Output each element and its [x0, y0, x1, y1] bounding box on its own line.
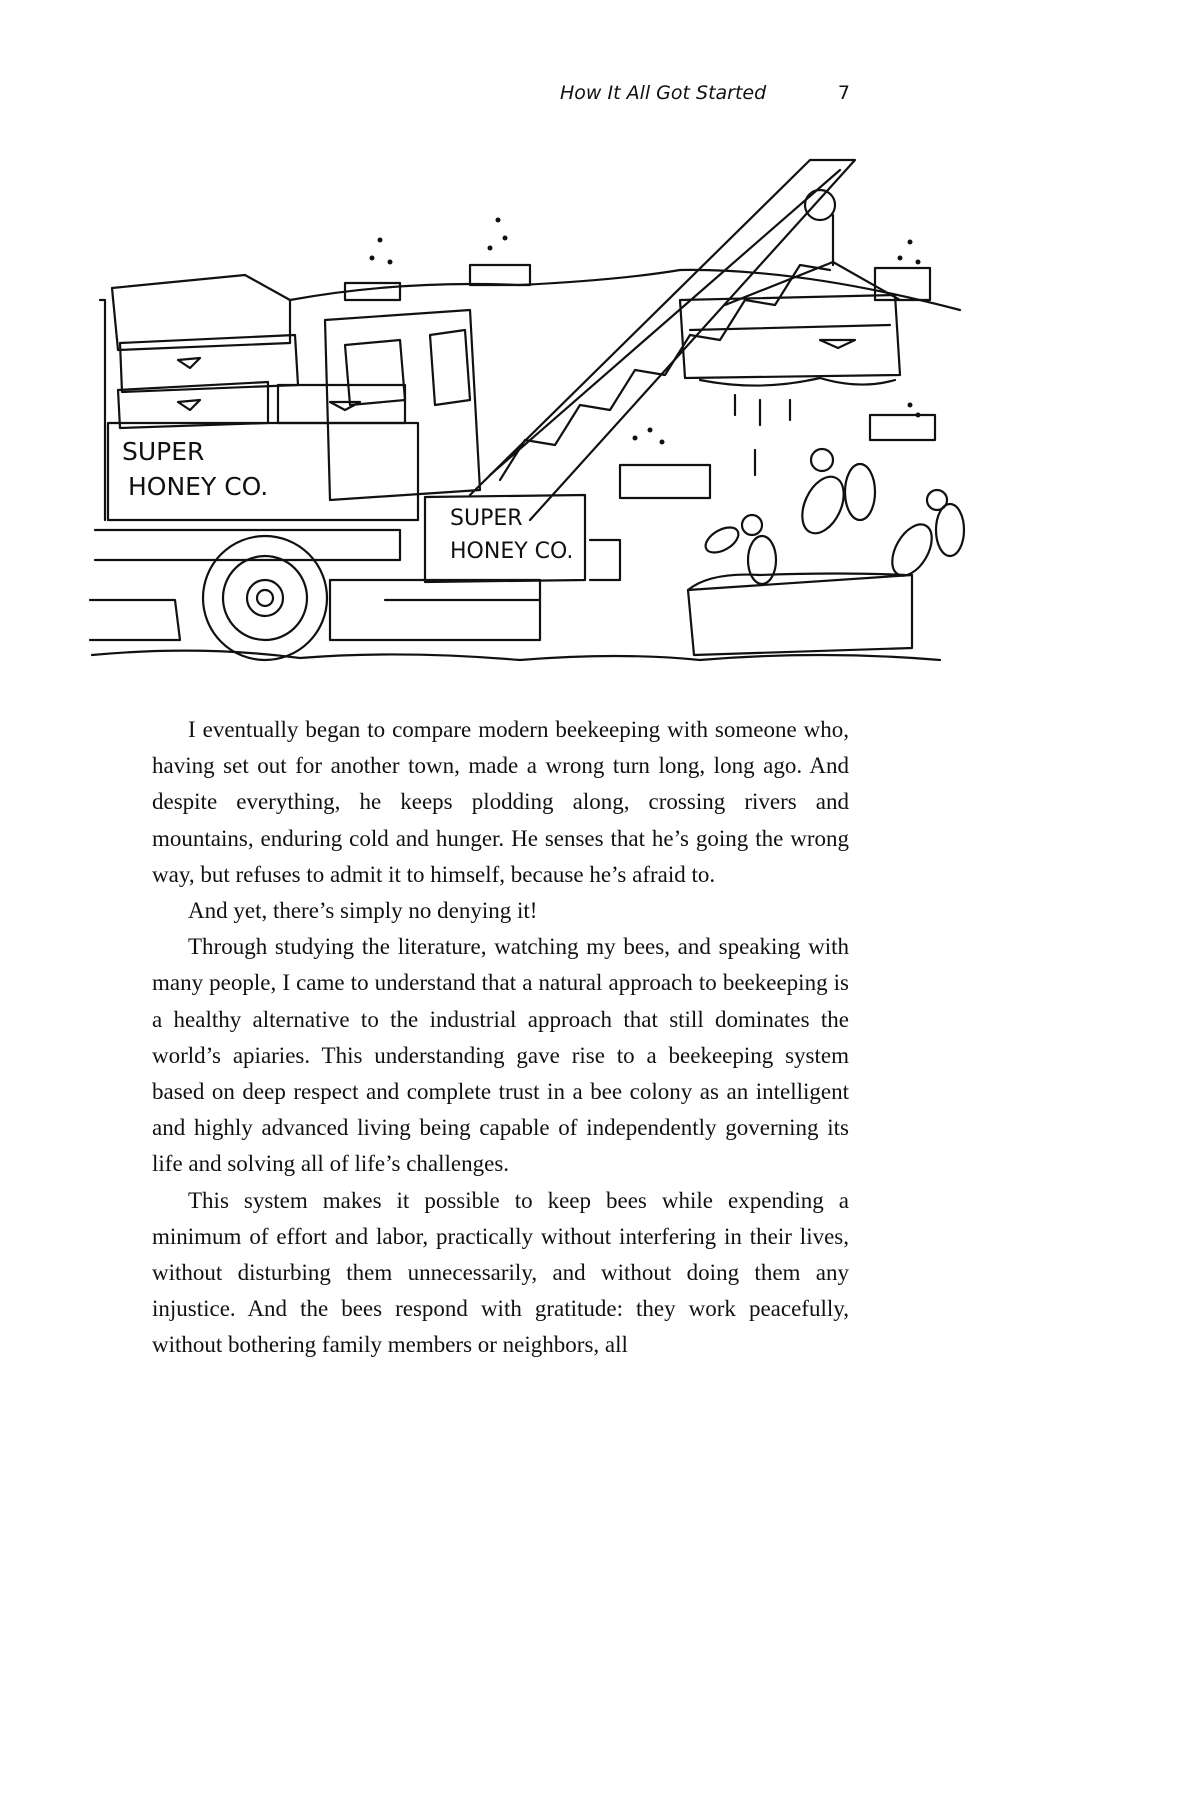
paragraph: Through studying the literature, watching my bees, and speaking with many people, I came to understand that a natural approach to beekeeping is a healthy alternative to the industrial approach that still dominates the world’s apiaries. This understanding gave rise to a beekeeping system based on deep respect and complete trust in a bee colony as an intelligent and highly advanced living being capable of independently governing its life and solving all of life’s challenges.	[152, 934, 849, 1177]
paragraph: And yet, there’s simply no denying it!	[188, 898, 538, 924]
paragraph: I eventually began to compare modern beekeeping with someone who, having set out for another town, made a wrong turn long, long ago. And despite everything, he keeps plodding along, crossing rivers and mountains, enduring cold and hunger. He senses that he’s going the wrong way, but refuses to admit it to himself, because he’s afraid to.	[152, 717, 849, 887]
paragraph: This system makes it possible to keep bees while expending a minimum of effort and labor, practically without interfering in their lives, without disturbing them unnecessarily, and without doing them any injustice. And the bees respond with gratitude: they work peacefully, without bothering family members or neighbors, all	[152, 1187, 849, 1358]
truck-sign-line-1: SUPER	[122, 437, 205, 466]
body-text	[152, 712, 849, 1364]
crane-sign-line-1: SUPER	[450, 506, 523, 531]
crane-sign-line-2: HONEY CO.	[450, 539, 574, 564]
beekeeping-truck-illustration	[88, 150, 968, 675]
page-number: 7	[837, 82, 850, 104]
truck-sign-line-2: HONEY CO.	[128, 472, 269, 501]
running-head	[560, 82, 850, 104]
running-head-title: How It All Got Started	[560, 82, 767, 104]
